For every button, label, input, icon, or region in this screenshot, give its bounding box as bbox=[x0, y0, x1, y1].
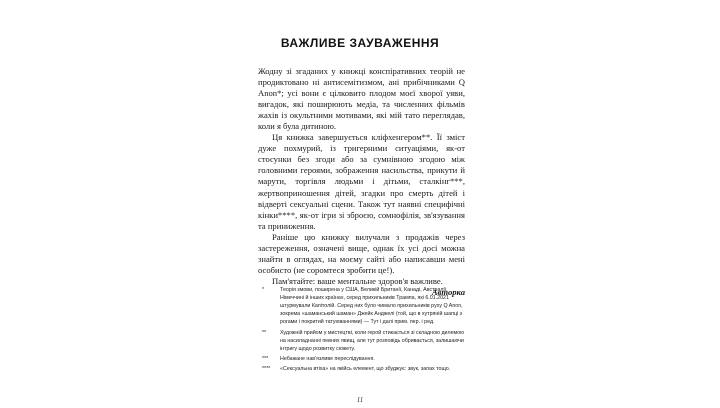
footnote bbox=[258, 355, 465, 363]
footnote-mark: *** bbox=[262, 355, 269, 362]
footnote-mark: ** bbox=[262, 329, 267, 336]
footnote-text: Художній прийом у мистецтві, коли герой стикається зі складною дилемою на насиладнанні певних явищ, але тут розповідь обривається, залишаючи інтригу щодо розвитку сюжету. bbox=[280, 329, 465, 352]
footnote-text: Теорія змови, поширена у США, Великій Британії, Канаді, Австралії, Німеччині й інших країнах, серед прихильників Трампа, які 6.01.2021 штурмували Капітолій. Серед них було чимало прихильників руху Q Anon, зокрема «шаманський шаман» Джейк Анджелі (той, що в хутряній шапці з рогами і покритий татуюваннями) — Тут і далі прим. пер. і ред. bbox=[280, 287, 463, 326]
footnote-mark: **** bbox=[262, 366, 271, 373]
main-text bbox=[258, 66, 465, 298]
paragraph: Пам'ятайте: ваше ментальне здоров'я важливе. bbox=[272, 275, 443, 286]
footnote-text: «Сексуальна втіха» на якійсь елемент, що збуджує: звук, запах тощо. bbox=[280, 366, 451, 373]
footnote bbox=[258, 365, 465, 373]
paragraph: Жодну зі згаданих у книжці конспіративних теорій не продиктовано ні антисемітизмом, ані прибічниками Q Anon*; усі вони є цілковито плодом моєї хворої уяви, вигадок, які поширюють медіа, та численних фільмів жахів із окультними мотивами, які мій тато переглядав, коли я була дитиною. bbox=[258, 66, 465, 132]
page-number: 11 bbox=[356, 396, 364, 404]
footnote bbox=[258, 329, 465, 353]
footnote-text: Небажане нав'язливе переслідування. bbox=[280, 355, 375, 362]
footnotes bbox=[258, 286, 465, 375]
paragraph: Раніше цю книжку вилучали з продажів через застереження, означені вище, однак їх усі досі можна знайти в оглядах, на моєму сайті або написавши мені особисто (не соромтеся зробити це!). bbox=[258, 231, 465, 275]
footnote bbox=[258, 286, 465, 326]
signature: Авторка bbox=[431, 286, 465, 297]
paragraph: Ця книжка завершується кліфхенгером**. Її зміст дуже похмурий, із тригерними ситуаціями, як-от стосунки без згоди або за сумнівною згодою між головними героями, зображення насильства, прикути й марути, торгівля людьми і дітьми, сталкінг***, жертвоприношення дітей, згадки про смерть дітей і відверті сексуальні сцени. Також тут наявні специфічні кінки****, як-от ігри зі зброєю, сомнофілія, зв'язування та приниження. bbox=[258, 132, 465, 231]
page-heading: ВАЖЛИВЕ ЗАУВАЖЕННЯ bbox=[280, 36, 440, 50]
footnote-mark: * bbox=[262, 287, 265, 293]
